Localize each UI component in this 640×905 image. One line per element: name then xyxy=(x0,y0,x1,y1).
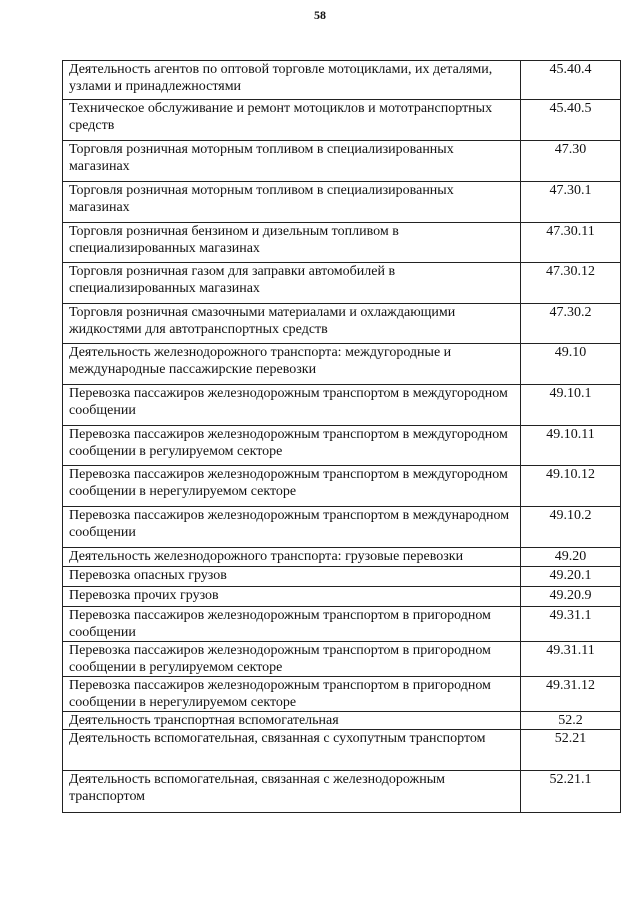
table-row xyxy=(63,507,621,548)
okved-code: 52.2 xyxy=(521,712,621,730)
activity-name: Торговля розничная моторным топливом в специализированных магазинах xyxy=(63,182,521,223)
activity-name: Перевозка пассажиров железнодорожным транспортом в междугородном сообщении в нерегулируемом секторе xyxy=(63,466,521,507)
okved-code: 49.10.1 xyxy=(521,385,621,426)
okved-code: 45.40.4 xyxy=(521,61,621,100)
activity-name: Перевозка пассажиров железнодорожным транспортом в пригородном сообщении в регулируемом секторе xyxy=(63,642,521,677)
okved-table xyxy=(62,60,621,813)
activity-name: Деятельность агентов по оптовой торговле мотоциклами, их деталями, узлами и принадлежностями xyxy=(63,61,521,100)
table-row xyxy=(63,141,621,182)
activity-name: Деятельность железнодорожного транспорта: грузовые перевозки xyxy=(63,548,521,567)
okved-code: 49.10 xyxy=(521,344,621,385)
table-row xyxy=(63,61,621,100)
okved-code: 49.10.11 xyxy=(521,426,621,466)
okved-code: 47.30.11 xyxy=(521,223,621,263)
page-number: 58 xyxy=(314,8,326,22)
table-row xyxy=(63,100,621,141)
activity-name: Деятельность транспортная вспомогательная xyxy=(63,712,521,730)
table-row xyxy=(63,344,621,385)
okved-code: 47.30.2 xyxy=(521,304,621,344)
activity-name: Торговля розничная моторным топливом в специализированных магазинах xyxy=(63,141,521,182)
okved-code: 49.31.12 xyxy=(521,677,621,712)
table-row xyxy=(63,730,621,771)
activity-name: Перевозка пассажиров железнодорожным транспортом в пригородном сообщении в нерегулируемом секторе xyxy=(63,677,521,712)
table-row xyxy=(63,607,621,642)
okved-code: 52.21.1 xyxy=(521,771,621,813)
activity-name: Перевозка прочих грузов xyxy=(63,587,521,607)
okved-code: 49.31.11 xyxy=(521,642,621,677)
table-row xyxy=(63,263,621,304)
table-row xyxy=(63,385,621,426)
table-row xyxy=(63,223,621,263)
okved-code: 47.30 xyxy=(521,141,621,182)
okved-code: 49.20.1 xyxy=(521,567,621,587)
okved-code: 49.10.12 xyxy=(521,466,621,507)
activity-name: Перевозка опасных грузов xyxy=(63,567,521,587)
table-row xyxy=(63,642,621,677)
okved-code: 45.40.5 xyxy=(521,100,621,141)
activity-name: Перевозка пассажиров железнодорожным транспортом в пригородном сообщении xyxy=(63,607,521,642)
table-row xyxy=(63,426,621,466)
okved-code: 49.31.1 xyxy=(521,607,621,642)
okved-code: 47.30.12 xyxy=(521,263,621,304)
table-row xyxy=(63,548,621,567)
okved-table-body xyxy=(63,61,621,813)
activity-name: Перевозка пассажиров железнодорожным транспортом в междугородном сообщении в регулируемом секторе xyxy=(63,426,521,466)
activity-name: Деятельность вспомогательная, связанная с железнодорожным транспортом xyxy=(63,771,521,813)
okved-code: 47.30.1 xyxy=(521,182,621,223)
table-row xyxy=(63,712,621,730)
okved-code: 52.21 xyxy=(521,730,621,771)
activity-name: Деятельность вспомогательная, связанная с сухопутным транспортом xyxy=(63,730,521,771)
table-row xyxy=(63,304,621,344)
table-row xyxy=(63,466,621,507)
table-row xyxy=(63,771,621,813)
activity-name: Торговля розничная газом для заправки автомобилей в специализированных магазинах xyxy=(63,263,521,304)
activity-name: Торговля розничная бензином и дизельным топливом в специализированных магазинах xyxy=(63,223,521,263)
activity-name: Перевозка пассажиров железнодорожным транспортом в междугородном сообщении xyxy=(63,385,521,426)
activity-name: Перевозка пассажиров железнодорожным транспортом в международном сообщении xyxy=(63,507,521,548)
table-row xyxy=(63,182,621,223)
okved-code: 49.20 xyxy=(521,548,621,567)
table-row xyxy=(63,677,621,712)
activity-name: Деятельность железнодорожного транспорта: междугородные и международные пассажирские перевозки xyxy=(63,344,521,385)
table-row xyxy=(63,567,621,587)
okved-code: 49.10.2 xyxy=(521,507,621,548)
okved-code: 49.20.9 xyxy=(521,587,621,607)
activity-name: Торговля розничная смазочными материалами и охлаждающими жидкостями для автотранспортных средств xyxy=(63,304,521,344)
table-row xyxy=(63,587,621,607)
activity-name: Техническое обслуживание и ремонт мотоциклов и мототранспортных средств xyxy=(63,100,521,141)
